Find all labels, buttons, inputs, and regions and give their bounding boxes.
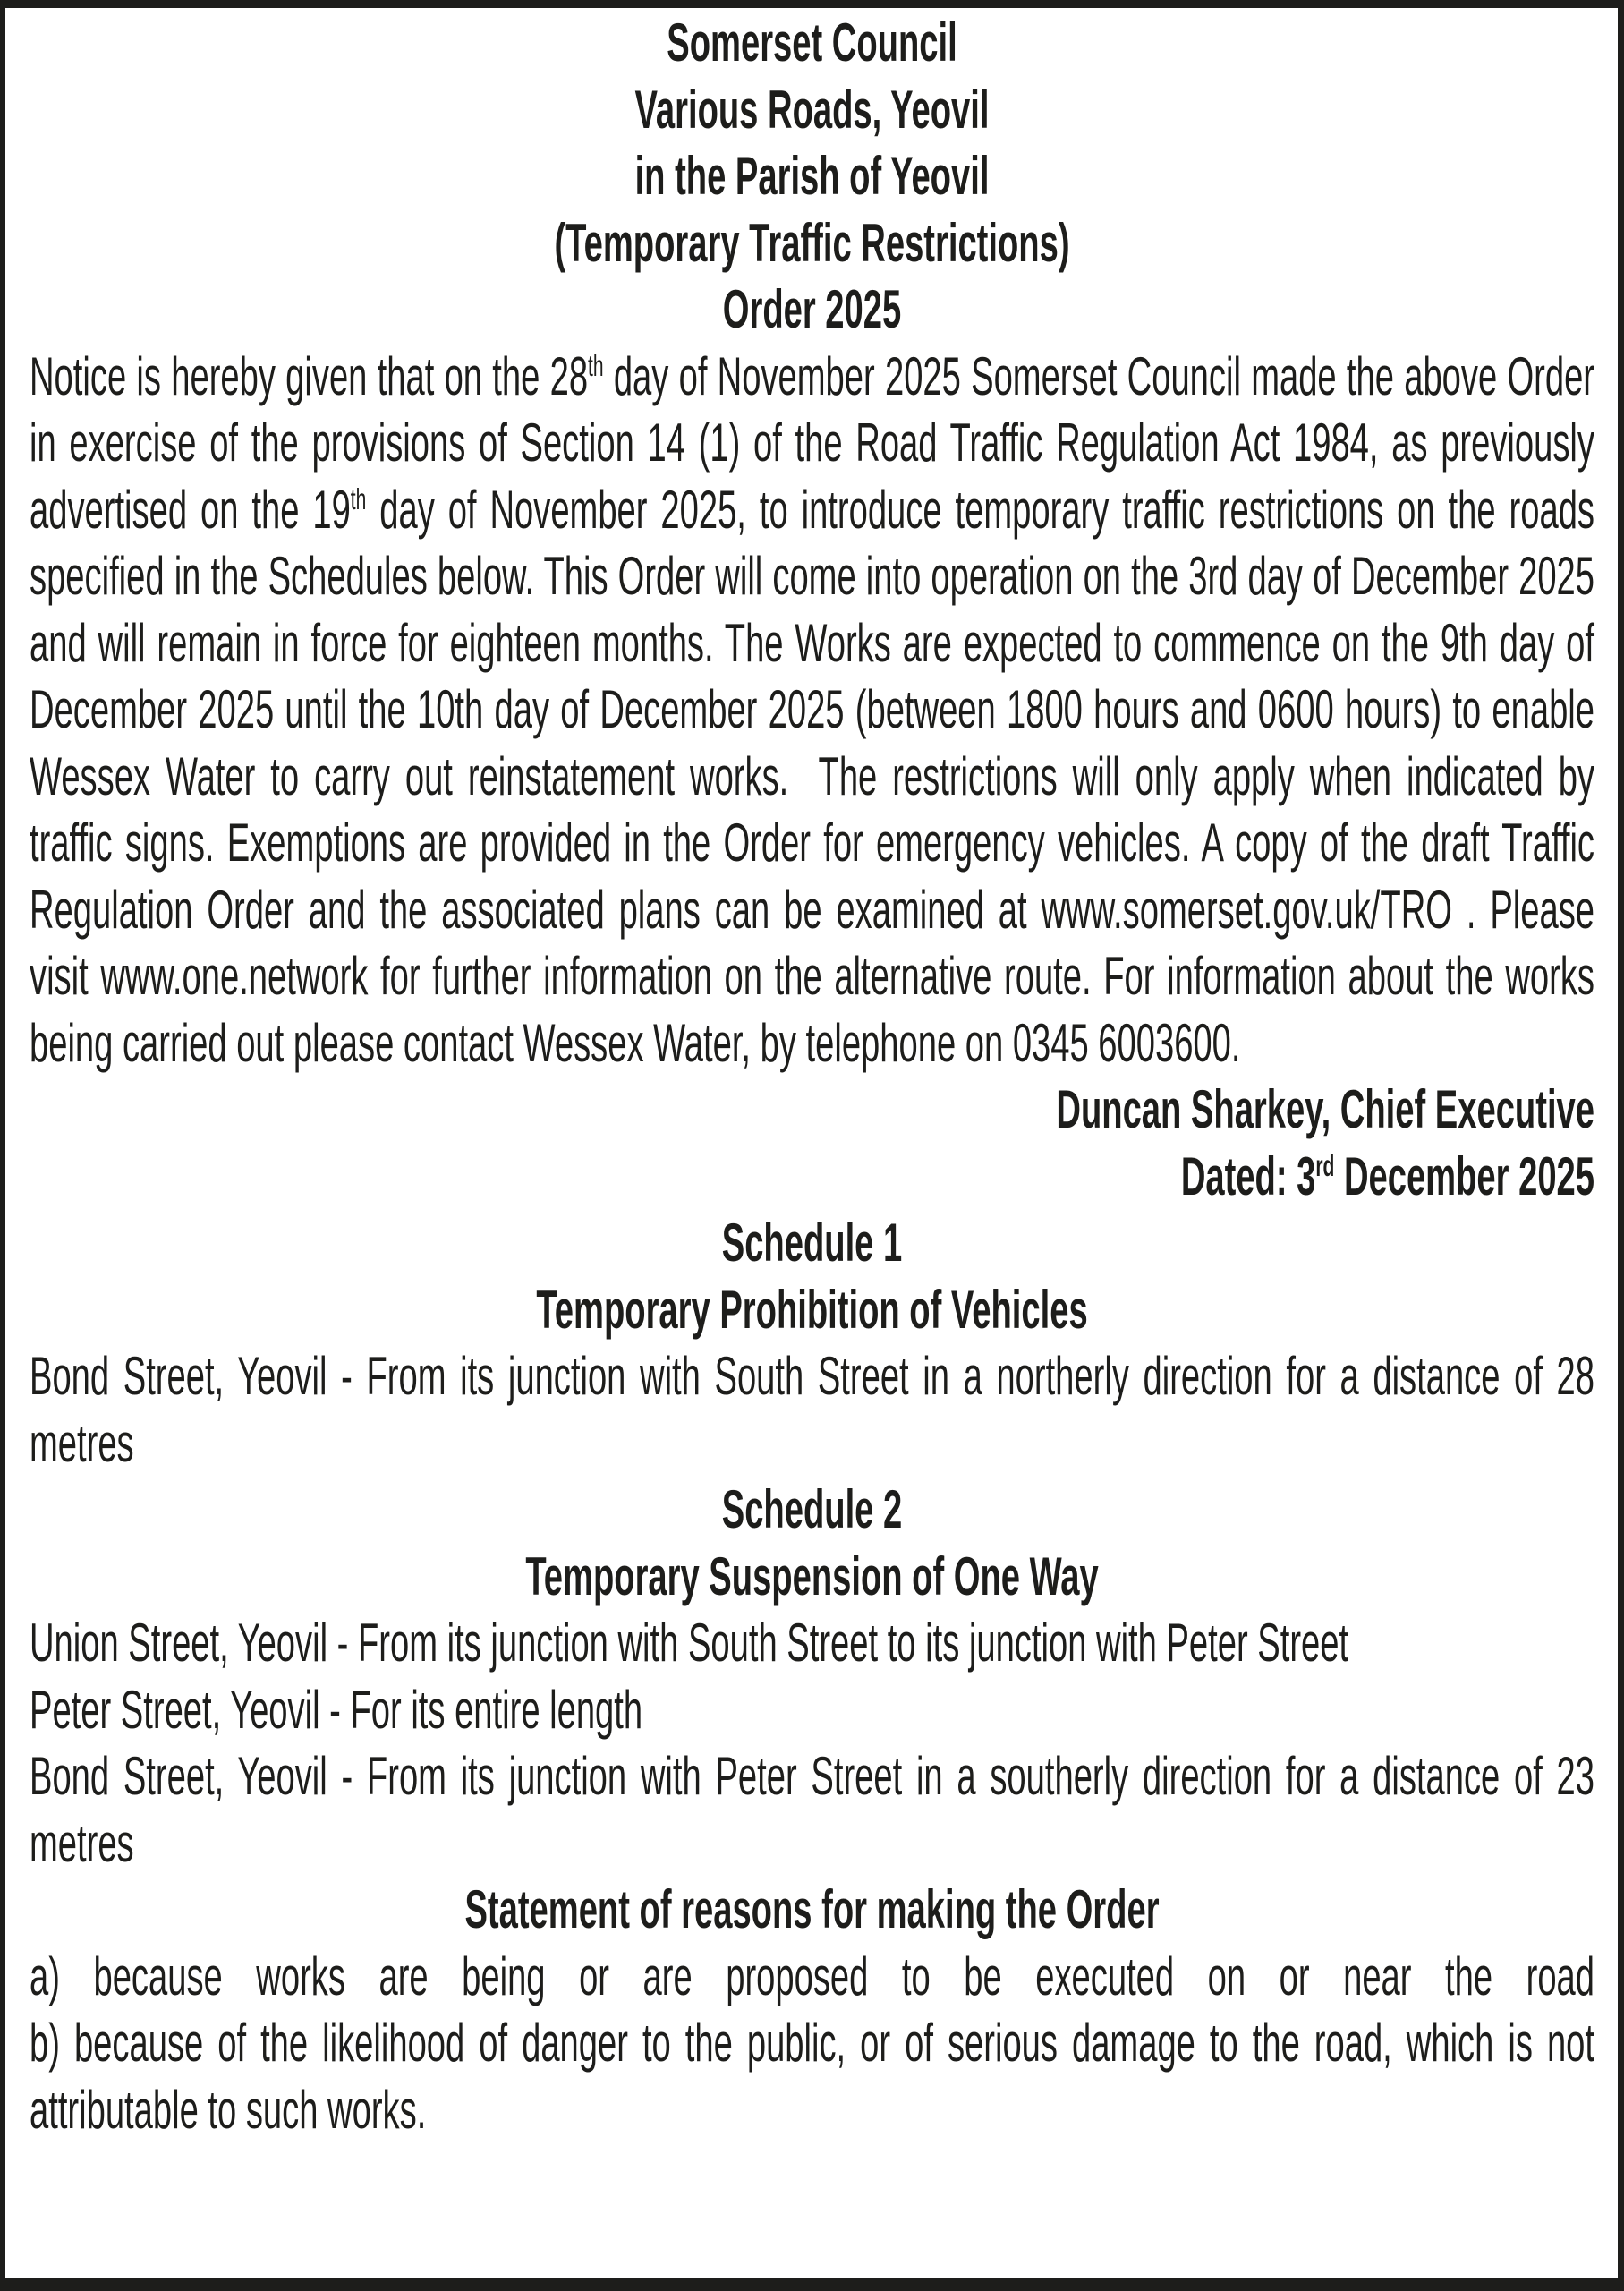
schedule-2-item-union-street: Union Street, Yeovil - From its junction with South Street to its junction with Peter Street <box>30 1613 1349 1673</box>
ordinal-superscript: rd <box>1315 1148 1335 1182</box>
text-run: Notice is hereby given that on the 28 <box>30 345 589 406</box>
schedule-1-subheading: Temporary Prohibition of Vehicles <box>536 1279 1088 1340</box>
schedule-2-heading: Schedule 2 <box>721 1479 903 1539</box>
signature-name: Duncan Sharkey, Chief Executive <box>1056 1079 1594 1139</box>
notice-body-paragraph <box>30 344 1594 1077</box>
statement-reason-a: a) because works are being or are proposed to be executed on or near the road <box>30 1946 1594 2006</box>
ordinal-superscript: th <box>350 481 367 515</box>
title-line-parish: in the Parish of Yeovil <box>634 146 990 206</box>
ordinal-superscript: th <box>588 348 604 382</box>
title-line-order: Order 2025 <box>722 279 902 339</box>
title-line-council: Somerset Council <box>667 13 957 72</box>
text-run: Dated: 3 <box>1180 1146 1316 1206</box>
text-run: day of November 2025, to introduce temporary traffic restrictions on the roads specified in the Schedules below. This Order will come into operation on the 3rd day of December 2025 and will remain in force for eighteen months. The Works are expected to commence on the 9th day of December 2025 until the 10th day of December 2025 (between 1800 hours and 0600 hours) to enable Wessex Water to carry out reinstatement works. The restrictions will only apply when indicated by traffic signs. Exemptions are provided in the Order for emergency vehicles. A copy of the draft Traffic Regulation Order and the associated plans can be examined at www.somerset.gov.uk/TRO . Please visit www.one.network for further information on the alternative route. For information about the works being carried out please contact Wessex Water, by telephone on 0345 6003600. <box>30 479 1594 1073</box>
signature-date <box>30 1144 1594 1211</box>
text-run: day of November 2025 Somerset Council made the above Order in exercise of the provisions of Section 14 (1) of the Road Traffic Regulation Act 1984, as previously advertised on the 19 <box>30 345 1595 540</box>
statement-of-reasons-heading: Statement of reasons for making the Order <box>464 1879 1160 1939</box>
schedule-1-item-bond-street: Bond Street, Yeovil - From its junction with South Street in a northerly direction for a distance of 28 metres <box>30 1346 1594 1473</box>
notice-content-area <box>5 8 1618 2278</box>
schedule-2-item-peter-street: Peter Street, Yeovil - For its entire length <box>30 1679 643 1740</box>
statement-reason-b: b) because of the likelihood of danger to the public, or of serious damage to the road, which is not attributable to such works. <box>30 2013 1594 2140</box>
notice-text-block <box>30 10 1594 2143</box>
schedule-2-subheading: Temporary Suspension of One Way <box>525 1546 1099 1606</box>
schedule-2-item-bond-street: Bond Street, Yeovil - From its junction with Peter Street in a southerly direction for a distance of 23 metres <box>30 1746 1594 1873</box>
text-run: December 2025 <box>1334 1146 1594 1206</box>
schedule-1-heading: Schedule 1 <box>721 1213 903 1273</box>
notice-title <box>30 10 1594 344</box>
title-line-restrictions: (Temporary Traffic Restrictions) <box>554 212 1070 273</box>
title-line-roads: Various Roads, Yeovil <box>634 79 990 140</box>
